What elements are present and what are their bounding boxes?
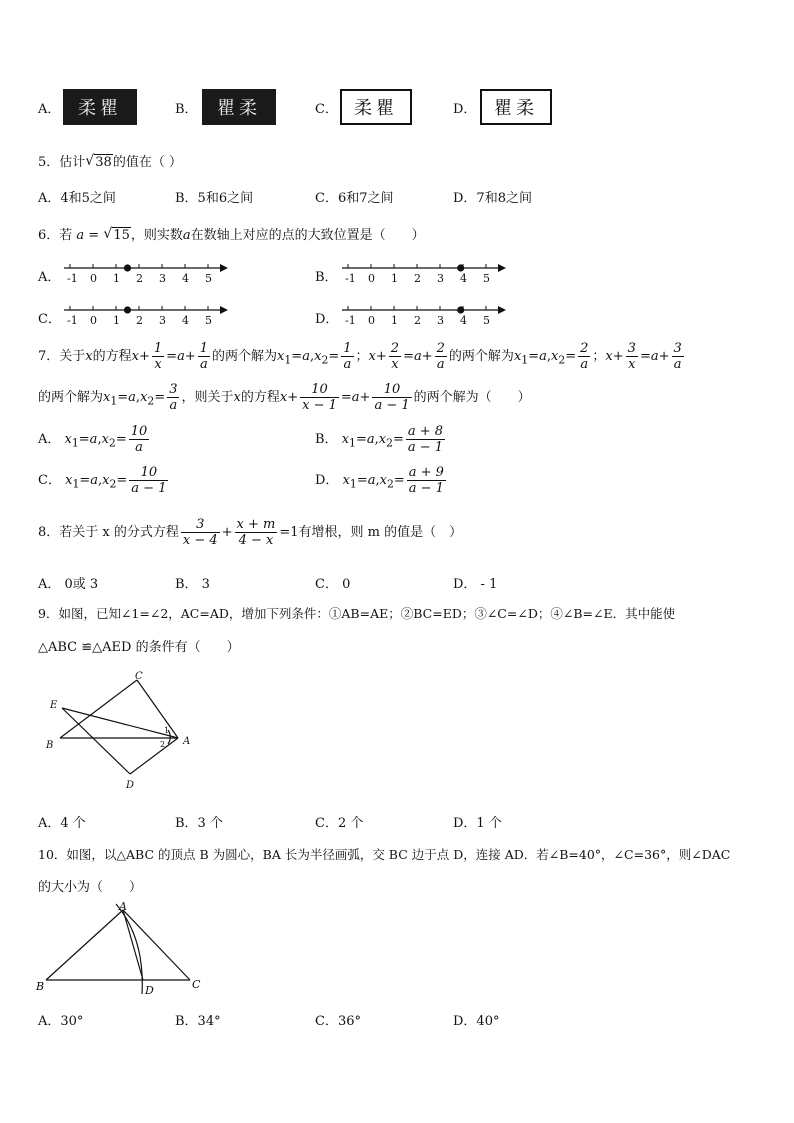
q5-option-d: D．7和8之间 — [453, 191, 532, 206]
q7-option-d-letter: D． — [315, 473, 339, 488]
q10-segment-ab — [46, 910, 123, 980]
q9-option-b: B．3 个 — [175, 816, 223, 831]
q10-figure — [30, 898, 210, 998]
q7-text-2b: ，则关于 — [181, 390, 234, 405]
q5-stem-prefix: 5．估计 — [38, 155, 86, 170]
q9-label-b: B — [46, 740, 54, 751]
q10-line2: 的大小为（ ） — [38, 880, 143, 895]
q7-text-1b: 的方程 — [92, 349, 132, 364]
q8-option-d: D． - 1 — [453, 577, 498, 592]
q7-text-2c: 的方程 — [240, 390, 280, 405]
number-line-point — [457, 264, 464, 271]
q9-option-a: A．4 个 — [38, 816, 86, 831]
q10-label-d: D — [145, 984, 154, 997]
q9-line2: △ABC ≌△AED 的条件有（ ） — [38, 640, 240, 655]
q5-radicand: 38 — [95, 155, 112, 170]
q10-option-d: D．40° — [453, 1014, 500, 1029]
q7-text-1a: 7．关于 — [38, 349, 86, 364]
q7-line2: 的两个解为$x_1=a,x_2=$ $\frac{3}{a}$ ，则关于x的方程x+ $\frac{10}{x - 1}$ =a+ $\frac{10}{a - 1}$ 的两个解为（ ） — [38, 382, 531, 413]
number-line-tick-label: -1 — [345, 272, 356, 285]
number-line-tick-label: 2 — [414, 272, 421, 285]
q7-text-2d: 的两个解为（ ） — [413, 390, 531, 405]
number-line-point — [124, 264, 131, 271]
q7-option-b: B． $x_1=a,x_2=$ $\frac{a + 8}{a - 1}$ — [315, 424, 444, 455]
number-line-tick-label: 2 — [136, 314, 143, 327]
q4-option-d-letter: D． — [453, 102, 477, 117]
q5-option-c: C．6和7之间 — [315, 191, 394, 206]
q9-figure — [40, 668, 200, 794]
q4-option-c-letter: C． — [315, 102, 338, 117]
q9-label-a: A — [183, 736, 191, 747]
number-line-tick-label: 4 — [460, 314, 467, 327]
q4-option-b-seal: 瞿柔 — [202, 89, 276, 125]
q9-label-angle2: 2 — [160, 740, 166, 749]
number-line-tick-label: 3 — [159, 272, 166, 285]
q4-option-d-seal: 瞿柔 — [480, 89, 552, 125]
q9-label-d: D — [126, 780, 135, 791]
q4-option-b-letter: B． — [175, 102, 198, 117]
q8-option-a: A． 0或 3 — [38, 577, 99, 592]
q6-sqrt — [103, 228, 131, 243]
q7-line1: 7．关于x的方程x+ $\frac{1}{x}$ =a+ $\frac{1}{a}$ 的两个解为$x_1=a,x_2=$ $\frac{1}{a}$ ；x+ $\frac{2}{x}$ =a+ $\frac{2}{a}$ 的两个解为$x_1=a,x_2=$ $\frac{2}{a}$ ；x+ $\frac{3}{x}$ =a+ $\frac{3}{a}$ — [38, 341, 682, 372]
number-line-tick-label: -1 — [67, 314, 78, 327]
number-line-tick-label: 3 — [159, 314, 166, 327]
q7-text-1e: 的两个解为 — [448, 349, 514, 364]
q9-label-angle1: 1 — [164, 726, 170, 735]
q6-stem-prefix: 6．若 — [38, 228, 73, 243]
q7-option-a: A． $x_1=a,x_2=$ $\frac{10}{a}$ — [38, 424, 148, 455]
number-line-tick-label: 2 — [136, 272, 143, 285]
q5-option-a: A．4和5之间 — [38, 191, 116, 206]
q7-text-1f: ； — [592, 349, 606, 364]
q6-option-d-letter: D． — [315, 312, 339, 327]
q7-option-a-letter: A． — [38, 432, 61, 447]
q8-stem-b: 有增根，则 m 的值是（ ） — [298, 525, 463, 540]
number-line-arrow — [220, 264, 228, 272]
q7-text-2a: 的两个解为 — [38, 390, 104, 405]
q9-segment-ed — [62, 708, 130, 774]
number-line-tick-label: 3 — [437, 272, 444, 285]
q10-label-a: A — [119, 900, 127, 913]
q9-line1: 9．如图，已知∠1=∠2，AC=AD，增加下列条件：①AB=AE；②BC=ED；③∠C=∠D；④∠B=∠E．其中能使 — [38, 606, 676, 621]
q9-label-e: E — [50, 700, 58, 711]
q6-radicand: 15 — [113, 228, 130, 243]
number-line-tick-label: 5 — [483, 272, 490, 285]
q10-option-c: C．36° — [315, 1014, 361, 1029]
q6-var: a — [182, 228, 191, 243]
q9-option-c: C．2 个 — [315, 816, 364, 831]
number-line-tick-label: 0 — [90, 272, 97, 285]
number-line-tick-label: 1 — [113, 272, 120, 285]
q6-stem-tail: 在数轴上对应的点的大致位置是（ ） — [190, 228, 425, 243]
q6-option-c-numberline — [60, 300, 232, 328]
q10-option-b: B．34° — [175, 1014, 221, 1029]
q10-line1: 10．如图，以△ABC 的顶点 B 为圆心，BA 长为半径画弧，交 BC 边于点 D，连接 AD．若∠B=40°，∠C=36°，则∠DAC — [38, 847, 731, 862]
number-line-tick-label: 5 — [205, 272, 212, 285]
q6-option-a-letter: A． — [38, 270, 61, 285]
q9-label-c: C — [135, 671, 143, 682]
number-line-tick-label: 5 — [205, 314, 212, 327]
q4-option-a-letter: A． — [38, 102, 61, 117]
q7-option-b-letter: B． — [315, 432, 338, 447]
q5-option-b: B．5和6之间 — [175, 191, 254, 206]
number-line-tick-label: 0 — [368, 314, 375, 327]
q10-option-a: A．30° — [38, 1014, 84, 1029]
q4-option-c-seal: 柔瞿 — [340, 89, 412, 125]
number-line-tick-label: 3 — [437, 314, 444, 327]
q6-stem-suffix: ，则实数 — [130, 228, 183, 243]
q6-option-a-numberline — [60, 258, 232, 286]
number-line-tick-label: 4 — [182, 272, 189, 285]
q7-option-c-letter: C． — [38, 473, 61, 488]
number-line-tick-label: 4 — [460, 272, 467, 285]
number-line-point — [124, 306, 131, 313]
number-line-tick-label: 0 — [90, 314, 97, 327]
number-line-tick-label: -1 — [345, 314, 356, 327]
q8-option-b: B． 3 — [175, 577, 210, 592]
q7-text-1c: 的两个解为 — [212, 349, 278, 364]
q5-stem-suffix: 的值在（ ） — [112, 155, 182, 170]
q7-text-1d: ； — [355, 349, 369, 364]
q9-segment-cb — [60, 680, 137, 738]
q6-option-b-numberline — [338, 258, 510, 286]
number-line-tick-label: 0 — [368, 272, 375, 285]
number-line-tick-label: 2 — [414, 314, 421, 327]
q6-stem — [38, 224, 425, 243]
number-line-tick-label: 5 — [483, 314, 490, 327]
q6-option-d-numberline — [338, 300, 510, 328]
number-line-point — [457, 306, 464, 313]
q4-option-a-seal: 柔瞿 — [63, 89, 137, 125]
q7-option-d: D． $x_1=a,x_2=$ $\frac{a + 9}{a - 1}$ — [315, 465, 444, 496]
number-line-arrow — [498, 264, 506, 272]
number-line-tick-label: 1 — [391, 314, 398, 327]
q6-option-b-letter: B． — [315, 270, 338, 285]
q8-stem: 8．若关于 x 的分式方程 $\frac{3}{x - 4}$ + $\frac{x + m}{4 - x}$ =1有增根，则 m 的值是（ ） — [38, 517, 463, 548]
number-line-tick-label: 4 — [182, 314, 189, 327]
q8-stem-a: 8．若关于 x 的分式方程 — [38, 525, 179, 540]
number-line-tick-label: 1 — [391, 272, 398, 285]
q9-segment-da — [130, 738, 178, 774]
number-line-arrow — [498, 306, 506, 314]
q6-eq: a = — [76, 228, 104, 243]
number-line-tick-label: 1 — [113, 314, 120, 327]
q8-option-c: C． 0 — [315, 577, 351, 592]
q9-option-d: D．1 个 — [453, 816, 502, 831]
q7-option-c: C． $x_1=a,x_2=$ $\frac{10}{a - 1}$ — [38, 465, 167, 496]
q5-sqrt — [85, 155, 113, 170]
number-line-tick-label: -1 — [67, 272, 78, 285]
q10-label-c: C — [192, 978, 201, 991]
number-line-arrow — [220, 306, 228, 314]
q5-stem — [38, 151, 182, 170]
q6-option-c-letter: C． — [38, 312, 61, 327]
q10-label-b: B — [36, 980, 45, 993]
